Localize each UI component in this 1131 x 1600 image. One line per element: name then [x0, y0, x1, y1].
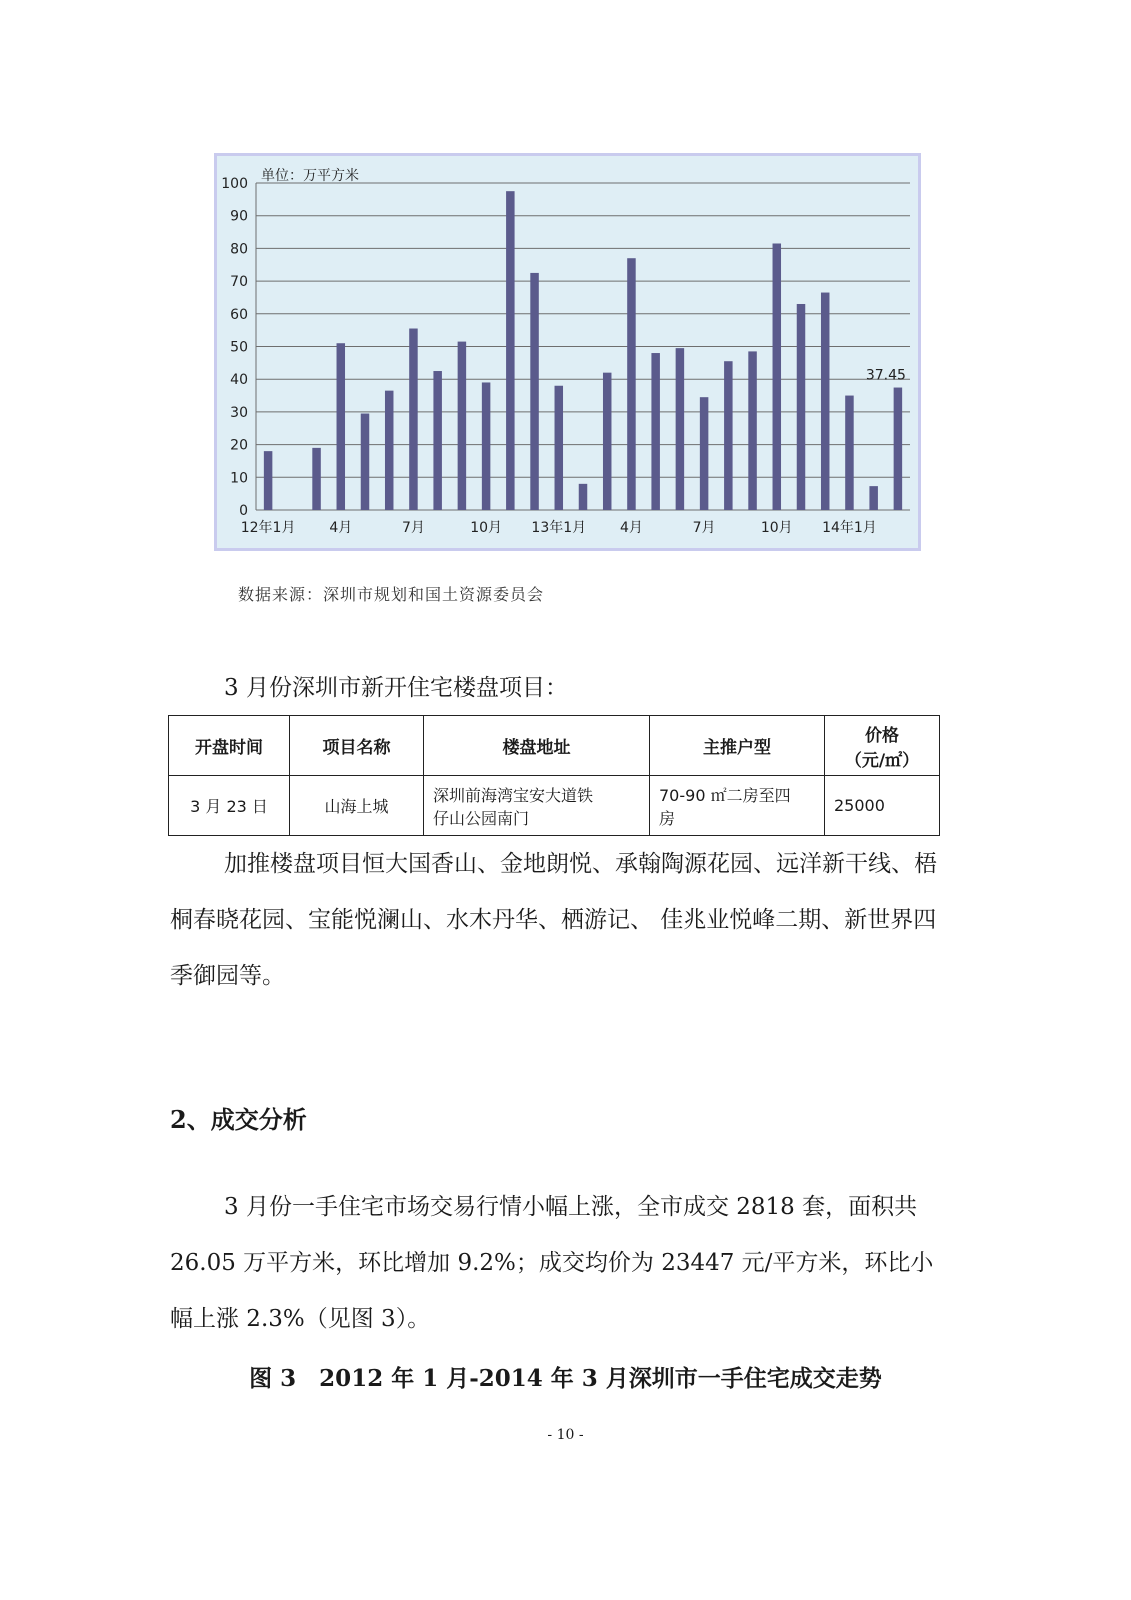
bar — [506, 191, 515, 510]
bar — [773, 243, 782, 510]
cell-address-line2: 仔山公园南门 — [433, 808, 530, 828]
y-tick-label: 90 — [230, 208, 248, 225]
intro-text: 3 月份深圳市新开住宅楼盘项目： — [224, 675, 568, 701]
x-tick-label: 14年1月 — [822, 520, 877, 536]
bar — [676, 348, 685, 510]
bar — [894, 388, 903, 510]
bar — [433, 371, 442, 510]
additional-projects-paragraph: 加推楼盘项目恒大国香山、金地朗悦、承翰陶源花园、远洋新干线、梧桐春晓花园、宝能悦澜山、水木丹华、栖游记、 佳兆业悦峰二期、新世界四季御园等。 — [170, 851, 937, 989]
bar — [579, 484, 588, 510]
bar — [337, 343, 346, 510]
header-price — [825, 716, 940, 776]
bar — [482, 382, 491, 510]
y-tick-label: 80 — [230, 241, 248, 258]
header-date: 开盘时间 — [169, 716, 290, 776]
header-name: 项目名称 — [290, 716, 424, 776]
x-tick-label: 10月 — [470, 520, 503, 536]
cell-unit-type-line1: 70-90 ㎡二房至四 — [659, 785, 791, 805]
x-tick-label: 4月 — [329, 520, 353, 536]
bar — [385, 391, 394, 510]
x-tick-label: 7月 — [692, 520, 716, 536]
bar — [530, 273, 539, 510]
bar — [748, 351, 757, 510]
y-tick-label: 50 — [230, 339, 248, 356]
bar — [821, 293, 830, 510]
cell-address — [424, 776, 650, 836]
bar — [724, 361, 733, 510]
header-address: 楼盘地址 — [424, 716, 650, 776]
x-tick-label: 13年1月 — [531, 520, 587, 536]
y-tick-label: 0 — [239, 503, 248, 519]
cell-unit-type-line2: 房 — [659, 808, 676, 828]
section-title: 2、成交分析 — [170, 1105, 307, 1134]
header-price-label: 价格 — [865, 725, 899, 746]
supply-bar-chart — [214, 153, 921, 551]
table-header-row — [169, 716, 940, 776]
bar — [869, 486, 878, 510]
bar — [409, 329, 418, 510]
header-unit-type: 主推户型 — [650, 716, 825, 776]
x-tick-label: 4月 — [619, 520, 643, 536]
bar — [651, 353, 660, 510]
x-tick-label: 12年1月 — [240, 520, 296, 536]
bar — [264, 451, 273, 510]
bar — [700, 397, 709, 510]
table-row — [169, 776, 940, 836]
bar — [555, 386, 564, 510]
bar — [603, 373, 612, 510]
page-number: - 10 - — [547, 1427, 584, 1443]
y-tick-label: 20 — [230, 437, 248, 454]
y-tick-label: 30 — [230, 404, 248, 421]
cell-address-line1: 深圳前海湾宝安大道铁 — [433, 785, 594, 805]
y-tick-label: 10 — [230, 470, 248, 487]
bar — [797, 304, 806, 510]
bar — [312, 448, 321, 510]
cell-price: 25000 — [825, 776, 940, 836]
y-tick-label: 100 — [221, 176, 248, 192]
bar — [627, 258, 636, 510]
transactions-paragraph: 3 月份一手住宅市场交易行情小幅上涨，全市成交 2818 套，面积共 26.05 万平方米，环比增加 9.2%；成交均价为 23447 元/平方米，环比小幅上涨 2.3%（见图 3）。 — [170, 1194, 934, 1332]
bar — [361, 414, 370, 510]
unit-label: 单位：万平方米 — [261, 168, 359, 184]
data-label: 37.45 — [865, 367, 906, 384]
data-source-note: 数据来源：深圳市规划和国土资源委员会 — [238, 585, 545, 604]
bar — [845, 396, 854, 510]
figure-caption: 图 3 2012 年 1 月-2014 年 3 月深圳市一手住宅成交走势 — [249, 1365, 882, 1392]
cell-name: 山海上城 — [290, 776, 424, 836]
new-projects-table — [168, 715, 940, 836]
y-tick-label: 70 — [230, 274, 248, 291]
bar — [458, 342, 467, 510]
header-price-unit: （元/㎡） — [844, 750, 920, 771]
y-tick-label: 60 — [230, 306, 248, 323]
cell-unit-type — [650, 776, 825, 836]
x-tick-label: 10月 — [760, 520, 793, 536]
cell-date: 3 月 23 日 — [169, 776, 290, 836]
chart-svg — [217, 156, 918, 548]
x-tick-label: 7月 — [401, 520, 425, 536]
y-tick-label: 40 — [230, 372, 248, 389]
